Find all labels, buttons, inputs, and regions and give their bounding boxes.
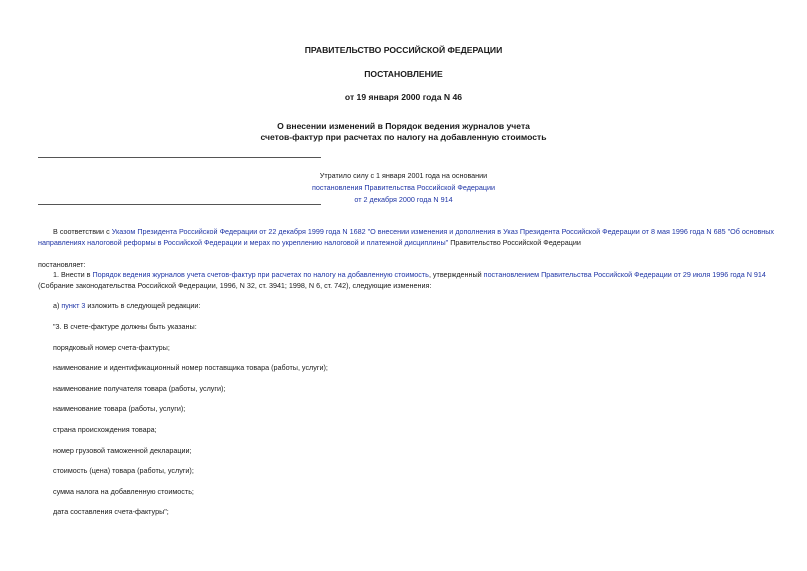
clause-1-paragraph <box>38 270 774 291</box>
procedure-link[interactable]: Порядок ведения журналов учета счетов-фактур при расчетах по налогу на добавленную стоимость <box>92 270 429 279</box>
sub-clause-a-prefix: а) <box>53 301 62 310</box>
presidential-decree-link[interactable]: Указом Президента Российской Федерации от 22 декабря 1999 года N 1682 "О внесении изменения и дополнения в Указ Президента Российской Федерации от 8 мая 1996 года N 685 "Об основных направлениях налоговой реформы в Российской Федерации и мерах по укреплению налоговой и платежной дисциплины" <box>38 227 775 247</box>
status-note <box>250 170 557 206</box>
divider-bottom <box>38 204 321 205</box>
list-item: наименование получателя товара (работы, услуги); <box>53 384 226 393</box>
document-title-line-1: О внесении изменений в Порядок ведения журналов учета <box>277 121 530 131</box>
point-3-link[interactable]: пункт 3 <box>61 301 86 310</box>
resolution-914-link[interactable]: постановлением Правительства Российской Федерации от 29 июля 1996 года N 914 <box>483 270 766 279</box>
document-type: ПОСТАНОВЛЕНИЕ <box>364 69 443 79</box>
document-title-line-2: счетов-фактур при расчетах по налогу на добавленную стоимость <box>260 132 547 142</box>
repeal-link-line-2[interactable]: от 2 декабря 2000 года N 914 <box>354 195 453 204</box>
list-item: страна происхождения товара; <box>53 425 157 434</box>
resolves-text: постановляет: <box>38 260 86 269</box>
list-item: наименование товара (работы, услуги); <box>53 404 186 413</box>
list-item: "3. В счете-фактуре должны быть указаны: <box>53 322 197 331</box>
sub-clause-a-text: изложить в следующей редакции: <box>85 301 201 310</box>
government-heading: ПРАВИТЕЛЬСТВО РОССИЙСКОЙ ФЕДЕРАЦИИ <box>304 45 503 55</box>
divider-top <box>38 157 321 158</box>
list-item: порядковый номер счета-фактуры; <box>53 343 170 352</box>
clause-1-text-end: (Собрание законодательства Российской Федерации, 1996, N 32, ст. 3941; 1998, N 6, ст. 742), следующие изменения: <box>38 280 432 290</box>
clause-1-text-middle: , утвержденный <box>428 270 484 279</box>
list-item: стоимость (цена) товара (работы, услуги); <box>53 466 194 475</box>
document-date-number: от 19 января 2000 года N 46 <box>344 92 463 102</box>
clause-1-text-start: 1. Внести в <box>53 270 93 279</box>
list-item: номер грузовой таможенной декларации; <box>53 446 192 455</box>
sub-clause-a <box>53 301 200 310</box>
list-item: сумма налога на добавленную стоимость; <box>53 487 194 496</box>
preamble-text-start: В соответствии с <box>53 227 112 236</box>
repeal-link-line-1[interactable]: постановления Правительства Российской Федерации <box>311 183 496 192</box>
preamble-text-end: Правительство Российской Федерации <box>448 237 581 247</box>
status-note-text: Утратило силу с 1 января 2001 года на основании <box>319 171 488 180</box>
list-item: наименование и идентификационный номер поставщика товара (работы, услуги); <box>53 363 328 372</box>
preamble-paragraph <box>38 227 774 248</box>
list-item: дата составления счета-фактуры"; <box>53 507 169 516</box>
